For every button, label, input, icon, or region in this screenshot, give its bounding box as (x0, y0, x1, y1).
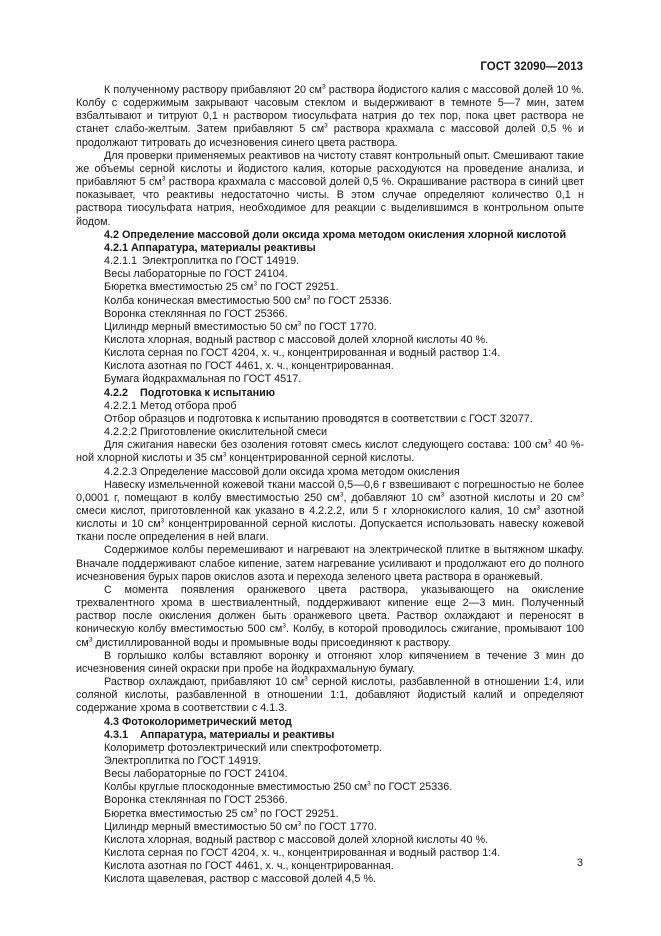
section-heading-4-2-1: 4.2.1 Аппаратура, материалы реактивы (104, 241, 316, 254)
list-item: Кислота щавелевая, раствор с массовой долей 4,5 %. (104, 873, 377, 886)
page-number: 3 (576, 857, 583, 869)
paragraph: Для сжигания навески без озоления готовят смесь кислот следующего состава: 100 $см^3$ 40 %-ной хлорной кислоты и 35 $см^3$ концентрированной серной кислоты. (76, 438, 584, 465)
list-item: Кислота азотная по ГОСТ 4461, х. ч., концентрированная. (104, 360, 394, 373)
section-heading-4-3: 4.3 Фотоколориметрический метод (104, 715, 292, 728)
list-item: 4.2.1.1 Электроплитка по ГОСТ 14919. (104, 255, 300, 268)
subsection-heading: 4.2.2.3 Определение массовой доли оксида хрома методом окисления (104, 465, 460, 478)
subsection-heading: 4.2.2.2 Приготовление окислительной смеси (104, 426, 328, 439)
paragraph: Содержимое колбы перемешивают и нагревают на электрической плитке в вытяжном шкафу. Вначале поддерживают слабое кипение, затем нагревание усиливают и продолжают его до полного исчезновения бурых паров окислов азота и перехода зеленого цвета раствора в оранжевый. (76, 544, 584, 583)
list-item: Кислота хлорная, водный раствор с массовой долей хлорной кислоты 40 %. (104, 833, 489, 846)
list-item: Бюретка вместимостью 25 $см^3$ по ГОСТ 29251. (104, 807, 339, 820)
document-body (76, 84, 584, 887)
paragraph: Раствор охлаждают, прибавляют 10 $см^3$ серной кислоты, разбавленной в отношении 1:4, или соляной кислоты, разбавленной в отношении 1:1, добавляют йодистый калий и определяют содержание хрома в соответствии с 4.1.3. (76, 675, 584, 715)
list-item: Воронка стеклянная по ГОСТ 25366. (104, 307, 288, 320)
paragraph: Для проверки применяемых реактивов на чистоту ставят контрольный опыт. Смешивают такие же объемы серной кислоты и йодистого калия, которые расходуются на проведение анализа, и прибавляют 5 $см^3$ раствора крахмала с массовой долей 0,5 %. Окрашивание раствора в синий цвет показывает, что реактивы недостаточно чисты. В этом случае определяют количество 0,1 н раствора тиосульфата натрия, необходимое для реакции с выделившимся в контрольном опыте йодом. (76, 149, 584, 228)
list-item: Кислота азотная по ГОСТ 4461, х. ч., концентрированная. (104, 860, 394, 873)
paragraph: К полученному раствору прибавляют 20 $см^3$ раствора йодистого калия с массовой долей 10 %. Колбу с содержимым закрывают часовым стеклом и выдерживают в темноте 5—7 мин, затем взбалтывают и титруют 0,1 н раствором тиосульфата натрия до тех пор, пока цвет раствора не станет слабо-желтым. Затем прибавляют 5 $см^3$ раствора крахмала с массовой долей 0,5 % и продолжают титровать до исчезновения синего цвета раствора. (76, 83, 584, 149)
list-item: Колба коническая вместимостью 500 $см^3$ по ГОСТ 25336. (104, 293, 392, 307)
section-heading-4-2-2: 4.2.2 Подготовка к испытанию (104, 386, 275, 399)
list-item: Электроплитка по ГОСТ 14919. (104, 754, 262, 767)
list-item: Кислота серная по ГОСТ 4204, х. ч., концентрированная и водный раствор 1:4. (104, 347, 501, 360)
list-item: Бюретка вместимостью 25 $см^3$ по ГОСТ 29251. (104, 280, 339, 294)
paragraph: С момента появления оранжевого цвета раствора, указывающего на окисление трехвалентного хрома в шествиалентный, поддерживают кипение еще 2—3 мин. Полученный раствор после окисления должен быть оранжевого цвета. Раствор охлаждают и переносят в коническую колбу вместимостью 500 $см^3$. Колбу, в которой проводилось сжигание, промывают 100 $см^3$ дистиллированной воды и промывные воды присоединяют к раствору. (76, 583, 584, 649)
list-item: Колбы круглые плоскодонные вместимостью 250 $см^3$ по ГОСТ 25336. (104, 780, 453, 794)
list-item: Кислота хлорная, водный раствор с массовой долей хлорной кислоты 40 %. (104, 333, 489, 346)
list-item: Отбор образцов и подготовка к испытанию проводятся в соответствии с ГОСТ 32077. (104, 412, 533, 425)
list-item: Колориметр фотоэлектрический или спектрофотометр. (104, 741, 383, 754)
subsection-heading: 4.2.2.1 Метод отбора проб (104, 399, 237, 412)
list-item: Весы лабораторные по ГОСТ 24104. (104, 268, 288, 281)
list-item: Воронка стеклянная по ГОСТ 25366. (104, 794, 288, 807)
list-item: Цилиндр мерный вместимостью 50 $см^3$ по ГОСТ 1770. (104, 820, 377, 833)
standard-code-header: ГОСТ 32090—2013 (480, 61, 583, 73)
paragraph: Навеску измельченной кожевой ткани массой 0,5—0,6 г взвешивают с погрешностью не более 0,0001 г, помещают в колбу вместимостью 250 $см^3$, добавляют 10 $см^3$ азотной кислоты и 20 $см^3$ смеси кислот, приготовленной как указано в 4.2.2.2, или 5 г хлорнокислого калия, 10 $см^3$ азотной кислоты и 10 $см^3$ концентрированной серной кислоты. Допускается использовать навеску кожевой ткани после определения в ней влаги. (76, 478, 584, 544)
section-heading-4-3-1: 4.3.1 Аппаратура, материалы и реактивы (104, 728, 335, 741)
section-heading-4-2: 4.2 Определение массовой доли оксида хрома методом окисления хлорной кислотой (104, 228, 567, 241)
paragraph: В горлышко колбы вставляют воронку и отгоняют хлор кипячением в течение 3 мин до исчезновения синей окраски при пробе на йодкрахмальную бумагу. (76, 649, 584, 675)
list-item: Бумага йодкрахмальная по ГОСТ 4517. (104, 373, 302, 386)
list-item: Весы лабораторные по ГОСТ 24104. (104, 768, 288, 781)
list-item: Кислота серная по ГОСТ 4204, х. ч., концентрированная и водный раствор 1:4. (104, 847, 501, 860)
list-item: Цилиндр мерный вместимостью 50 $см^3$ по ГОСТ 1770. (104, 320, 377, 333)
